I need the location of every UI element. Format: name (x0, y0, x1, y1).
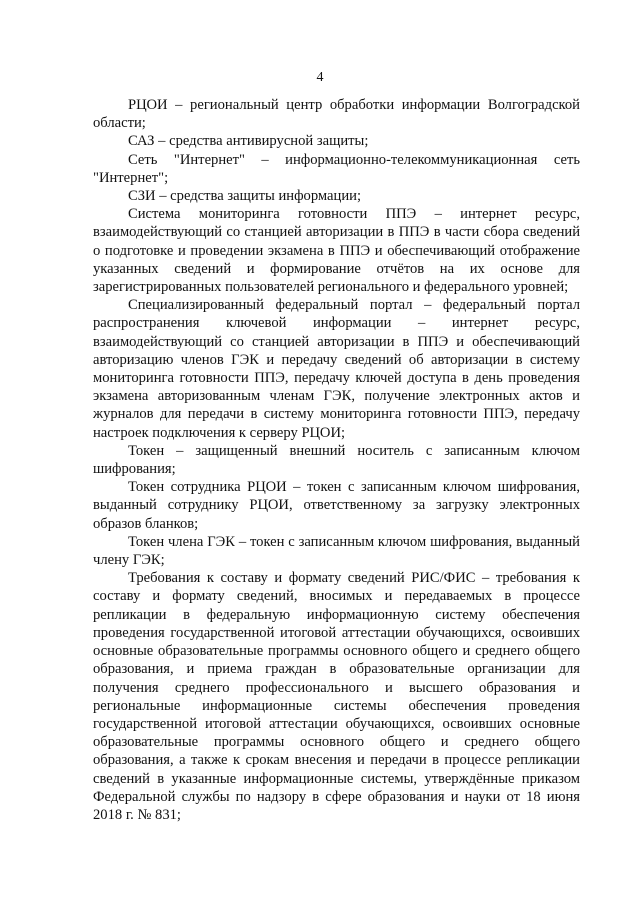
page-number: 4 (316, 70, 324, 85)
definition-federal-portal: Специализированный федеральный портал – федеральный портал распространения ключевой информации – интернет ресурс, взаимодействующий со станцией авторизации в ППЭ и обеспечивающий авторизацию членов ГЭК и передачу сведений об авторизации в систему мониторинга готовности ППЭ, передачу ключей доступа в день проведения экзамена авторизованным членам ГЭК, получение электронных актов и журналов для передачи в систему мониторинга готовности ППЭ, передачу настроек подключения к серверу РЦОИ; (93, 297, 580, 441)
definition-szi: СЗИ – средства защиты информации; (128, 188, 362, 205)
definition-rcoi: РЦОИ – региональный центр обработки информации Волгоградской области; (93, 97, 580, 132)
definition-token: Токен – защищенный внешний носитель с записанным ключом шифрования; (93, 442, 580, 478)
document-body (93, 96, 580, 824)
definition-rcoi-staff-token: Токен сотрудника РЦОИ – токен с записанным ключом шифрования, выданный сотруднику РЦОИ, ответственному за загрузку электронных образов бланков; (93, 479, 580, 532)
definition-saz: САЗ – средства антивирусной защиты; (128, 133, 369, 150)
definition-gek-member-token: Токен члена ГЭК – токен с записанным ключом шифрования, выданный члену ГЭК; (93, 533, 580, 569)
definition-monitoring-system: Система мониторинга готовности ППЭ – интернет ресурс, взаимодействующий со станцией авторизации в ППЭ в части сбора сведений о подготовке и проведении экзамена в ППЭ и обеспечивающий отображение указанных сведений и формирование отчётов на их основе для зарегистрированных пользователей регионального и федерального уровней; (93, 206, 580, 296)
definition-internet: Сеть "Интернет" – информационно-телекоммуникационная сеть "Интернет"; (93, 151, 580, 186)
definition-ris-fis-requirements: Требования к составу и формату сведений РИС/ФИС – требования к составу и формату сведений, вносимых и передаваемых в процессе репликации в федеральную информационную систему обеспечения проведения государственной итоговой аттестации обучающихся, освоивших основные образовательные программы основного общего и среднего общего образования, и приема граждан в образовательные организации для получения среднего профессионального и высшего образования и региональные информационные системы обеспечения проведения государственной итоговой аттестации обучающихся, освоивших основные образовательные программы основного общего и среднего общего образования, а также к срокам внесения и передачи в процессе репликации сведений в указанные информационные системы, утверждённые приказом Федеральной службы по надзору в сфере образования и науки от 18 июня 2018 г. № 831; (93, 570, 580, 823)
